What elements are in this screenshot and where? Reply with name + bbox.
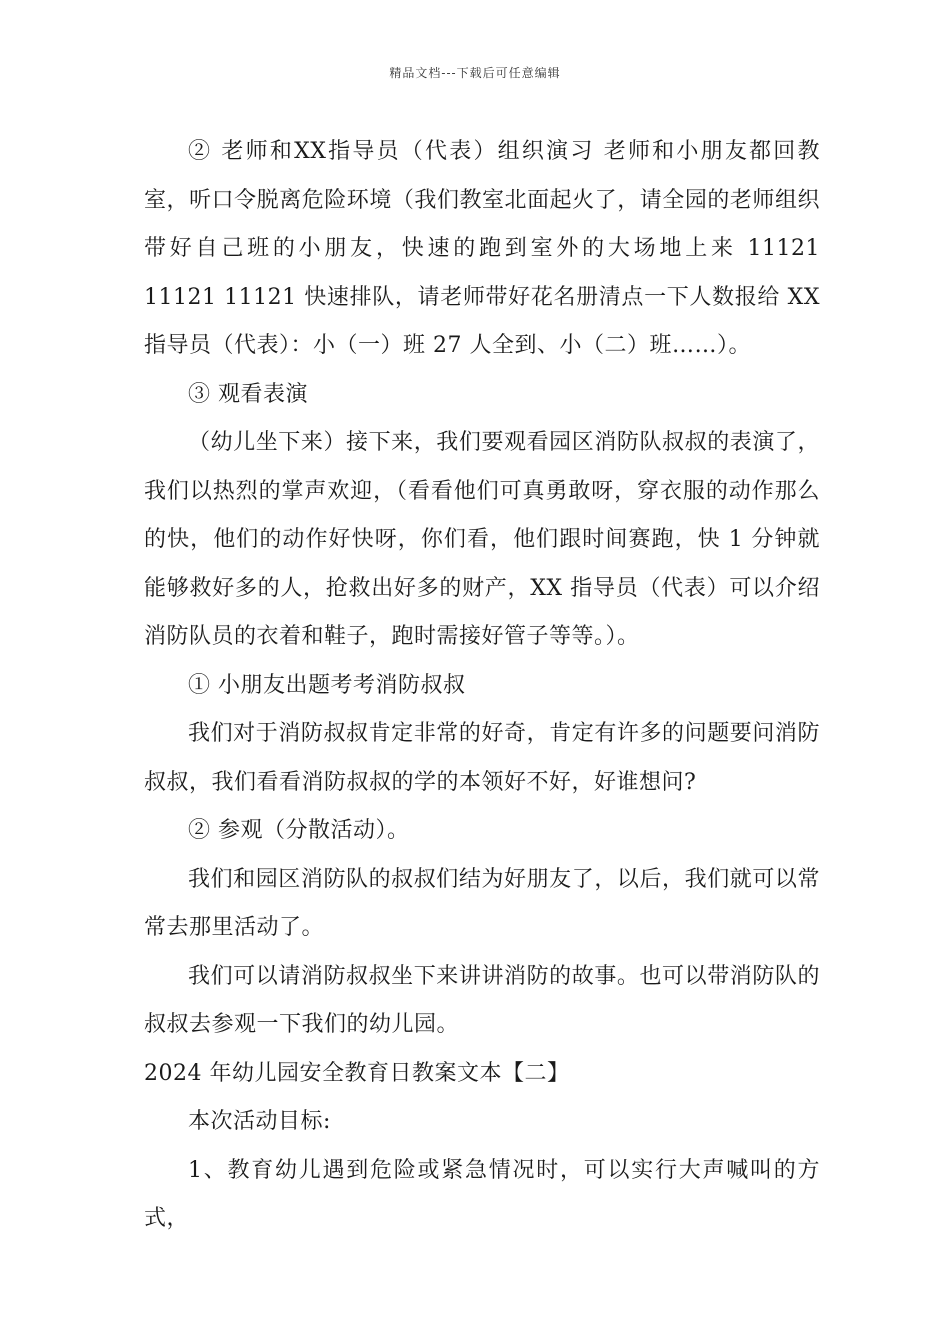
paragraph-visit-heading: ② 参观（分散活动）。 bbox=[188, 818, 410, 843]
paragraph-friends: 我们和园区消防队的叔叔们结为好朋友了，以后，我们就可以常常去那里活动了。 bbox=[144, 866, 820, 940]
paragraph-stories: 我们可以请消防叔叔坐下来讲讲消防的故事。也可以带消防队的叔叔去参观一下我们的幼儿园。 bbox=[144, 963, 820, 1037]
paragraph-watch-show: （幼儿坐下来）接下来，我们要观看园区消防队叔叔的表演了，我们以热烈的掌声欢迎，（看看他们可真勇敢呀，穿衣服的动作那么的快，他们的动作好快呀，你们看，他们跟时间赛跑，快 1 分钟就能够救好多的人，抢救出好多的财产，XX 指导员（代表）可以介绍消防队员的衣着和鞋子，跑时需接好管子等等。）。 bbox=[144, 430, 820, 649]
paragraph-goal-1: 1、教育幼儿遇到危险或紧急情况时，可以实行大声喊叫的方式， bbox=[144, 1157, 820, 1231]
paragraph-goals-heading: 本次活动目标: bbox=[188, 1109, 331, 1134]
page-header: 精品文档---下载后可任意编辑 bbox=[389, 66, 561, 80]
section-title: 2024 年幼儿园安全教育日教案文本【二】 bbox=[144, 1060, 570, 1086]
paragraph-watch-show-heading: ③ 观看表演 bbox=[188, 381, 308, 407]
paragraph-quiz-heading: ① 小朋友出题考考消防叔叔 bbox=[188, 672, 466, 698]
document-body bbox=[144, 128, 820, 1244]
paragraph-quiz: 我们对于消防叔叔肯定非常的好奇，肯定有许多的问题要问消防叔叔，我们看看消防叔叔的学的本领好不好，好谁想问? bbox=[144, 721, 820, 795]
paragraph-drill: ② 老师和XX指导员（代表）组织演习 老师和小朋友都回教室，听口令脱离危险环境（我们教室北面起火了，请全园的老师组织带好自己班的小朋友，快速的跑到室外的大场地上来 11121 11121 11121 快速排队，请老师带好花名册清点一下人数报给 XX 指导员（代表）：小（一）班 27 人全到、小（二）班……）。 bbox=[144, 139, 820, 358]
